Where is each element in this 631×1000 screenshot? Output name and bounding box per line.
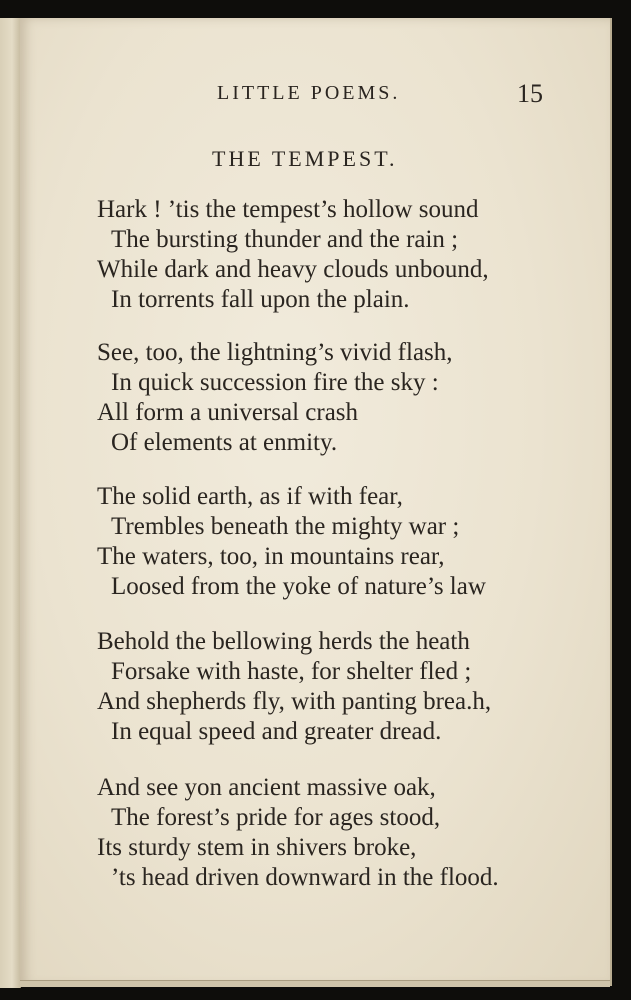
poem-line: See, too, the lightning’s vivid flash, xyxy=(97,339,453,366)
poem-line: Its sturdy stem in shivers broke, xyxy=(97,834,417,861)
poem-line: In quick succession fire the sky : xyxy=(111,369,439,396)
poem-line: Behold the bellowing herds the heath xyxy=(97,628,470,655)
poem-line: Of elements at enmity. xyxy=(111,429,338,456)
previous-page-edge xyxy=(0,18,21,988)
stanza-2 xyxy=(97,338,557,458)
stanza-1 xyxy=(97,195,557,315)
poem-line: The waters, too, in mountains rear, xyxy=(97,543,445,570)
running-head: LITTLE POEMS. xyxy=(217,82,401,104)
poem-line: The bursting thunder and the rain ; xyxy=(111,226,459,253)
page-bottom-edge xyxy=(20,980,610,987)
poem-line: ’ts head driven downward in the flood. xyxy=(111,864,499,891)
poem-line: And see yon ancient massive oak, xyxy=(97,774,436,801)
poem-title: THE TEMPEST. xyxy=(212,146,398,171)
poem-line: While dark and heavy clouds unbound, xyxy=(97,256,489,283)
poem-line: The solid earth, as if with fear, xyxy=(97,483,403,510)
poem-line: All form a universal crash xyxy=(97,399,359,426)
stanza-5 xyxy=(97,773,557,893)
poem-line: In torrents fall upon the plain. xyxy=(111,286,410,313)
poem-line: Trembles beneath the mighty war ; xyxy=(111,513,460,540)
poem-line: The forest’s pride for ages stood, xyxy=(111,804,441,831)
poem-line: Loosed from the yoke of nature’s law xyxy=(111,573,486,600)
poem-line: Forsake with haste, for shelter fled ; xyxy=(111,658,472,685)
page-number: 15 xyxy=(517,79,543,108)
poem-line: And shepherds fly, with panting brea.h, xyxy=(97,688,492,715)
stanza-3 xyxy=(97,482,557,602)
poem-line: Hark ! ’tis the tempest’s hollow sound xyxy=(97,196,479,223)
stanza-4 xyxy=(97,627,557,747)
poem-line: In equal speed and greater dread. xyxy=(111,718,442,745)
